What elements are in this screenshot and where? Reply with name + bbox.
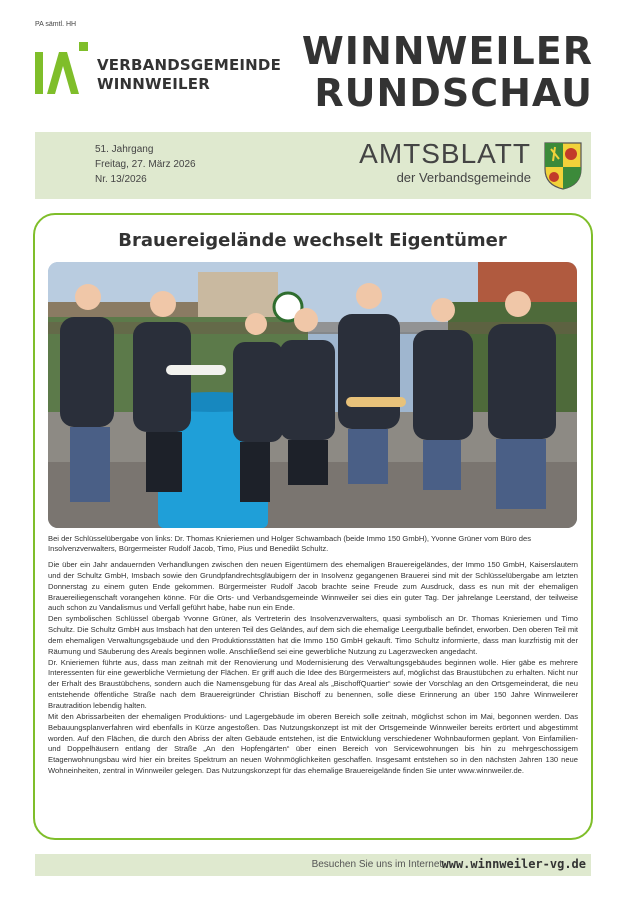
footer-label: Besuchen Sie uns im Internet: — [311, 859, 445, 870]
masthead-title — [302, 30, 593, 114]
article-paragraph: Den symbolischen Schlüssel übergab Yvonne Grüner, als Vertreterin des Insolvenzverwalters, quasi symbolisch an Dr. Thomas Knieriemen und Timo Schultz. Die Schultz GmbH aus Imsbach hat den unteren Teil des Geländes, auf dem sich die ehemalige Leergutballe befindet, erworben. Den oberen Teil mit dem ehemaligen Verwaltungsgebäude und den Produktionsstätten hat die Immo 150 GmbH gekauft. Timo Schultz informierte, dass man kurzfristig mit der Räumung und Säuberung des Areals beginnen wolle. Anschließend sei eine gewerbliche Nutzung zu Lagerzwecken angedacht. — [48, 614, 578, 656]
logo-mark-icon — [35, 42, 90, 94]
article-paragraph: Die über ein Jahr andauernden Verhandlungen zwischen den neuen Eigentümern des ehemaligen Brauereigeländes, der Immo 150 GmbH, Kaiserslautern und der Schultz GmbH, Imsbach sowie den Grundpfandrechtsgläubigern der in Insolvenz gegangenen Brauerei sind mit der Schlüsselübergabe am letzten Donnerstag zu einem guten Ende gekommen. Bürgermeister Rudolf Jacob brachte seine Freude zum Ausdruck, dass es nun mit der ehemaligen Brauereiliegenschaft vorangehen könne. Für die Orts- und Verbandsgemeinde Winnweiler sei dies ein guter Tag. Der jahrelange Leerstand, der teilweise auch schon zu Vandalismus und Verfall geführt habe, habe nun ein Ende. — [48, 560, 578, 613]
issue-number: Nr. 13/2026 — [95, 174, 147, 185]
masthead-line-2: RUNDSCHAU — [314, 71, 593, 115]
website-link[interactable]: www.winnweiler-vg.de — [441, 857, 586, 871]
group-photo-image — [48, 262, 577, 528]
article-body — [48, 560, 578, 777]
article-headline: Brauereigelände wechselt Eigentümer — [118, 230, 507, 251]
issue-info — [95, 142, 196, 187]
article-photo — [48, 262, 577, 528]
footer-band — [35, 854, 591, 876]
issue-date: Freitag, 27. März 2026 — [95, 159, 196, 170]
issue-band — [35, 132, 591, 199]
logo-text — [97, 56, 281, 94]
amtsblatt-title: AMTSBLATT — [359, 138, 531, 169]
amtsblatt-block — [359, 139, 531, 187]
amtsblatt-subtitle: der Verbandsgemeinde — [396, 170, 531, 185]
article-paragraph: Dr. Knieriemen führte aus, dass man zeitnah mit der Renovierung und Modernisierung des Verwaltungsgebäudes beginnen wolle. Hier gäbe es mehrere Interessenten für eine gewerbliche Vermietung der Flächen. Er griff auch die Idee des Bürgermeisters auf, möglichst das Braustübchen zu erhalten. Nicht nur der Erhalt des Braustübchens, sondern auch die Namensgebung für das Areal als „BischoffQuartier“ sowie der Vorschlag an den Ortsgemeinderat, die neu entstehende öffentliche Straße nach dem Brauereigründer Christian Bischoff zu benennen, solle diese Erinnerung an über 150 Jahre Winnweilerer Brautradition lebendig halten. — [48, 657, 578, 710]
pa-note: PA sämtl. HH — [35, 21, 77, 28]
issue-volume: 51. Jahrgang — [95, 144, 154, 155]
article-paragraph: Mit den Abrissarbeiten der ehemaligen Produktions- und Lagergebäude im oberen Bereich solle zeitnah, möglichst schon im Mai, begonnen werden. Das Bebauungsplanverfahren wird ebenfalls in Kürze angestoßen. Das Nutzungskonzept ist mit der Ortsgemeinde Winnweiler bereits erörtert und abgestimmt worden. Auf den Flächen, die durch den Abriss der alten Gebäude entstehen, ist die Entwicklung verschiedener Wohnbauformen geplant. Von Einfamilien- und Doppelhäusern entlang der Straße „An den Hopfengärten“ über einen Bereich von Servicewohnungen bis hin zu mehrgeschossigem Etagenwohnungsbau wird hier ein breites Spektrum an neuen Wohnmöglichkeiten geschaffen. Insgesamt entstehen so in den nächsten Jahren 130 neue Wohneinheiten, zentral in Winnweiler gelegen. Das Nutzungskonzept für das ehemalige Brauereigelände finden Sie unter www.winnweiler.de. — [48, 711, 578, 776]
masthead-line-1: WINNWEILER — [301, 29, 593, 73]
photo-caption: Bei der Schlüsselübergabe von links: Dr. Thomas Knieriemen und Holger Schwambach (beide Immo 150 GmbH), Yvonne Grüner vom Büro des Insolvenzverwalters, Bürgermeister Rudolf Jacob, Timo, Pius und Benedikt Schultz. — [48, 534, 532, 553]
logo-line-1: VERBANDSGEMEINDE — [97, 56, 282, 74]
verbandsgemeinde-logo — [35, 42, 282, 98]
coat-of-arms-icon — [543, 141, 583, 191]
logo-line-2: WINNWEILER — [97, 75, 210, 93]
